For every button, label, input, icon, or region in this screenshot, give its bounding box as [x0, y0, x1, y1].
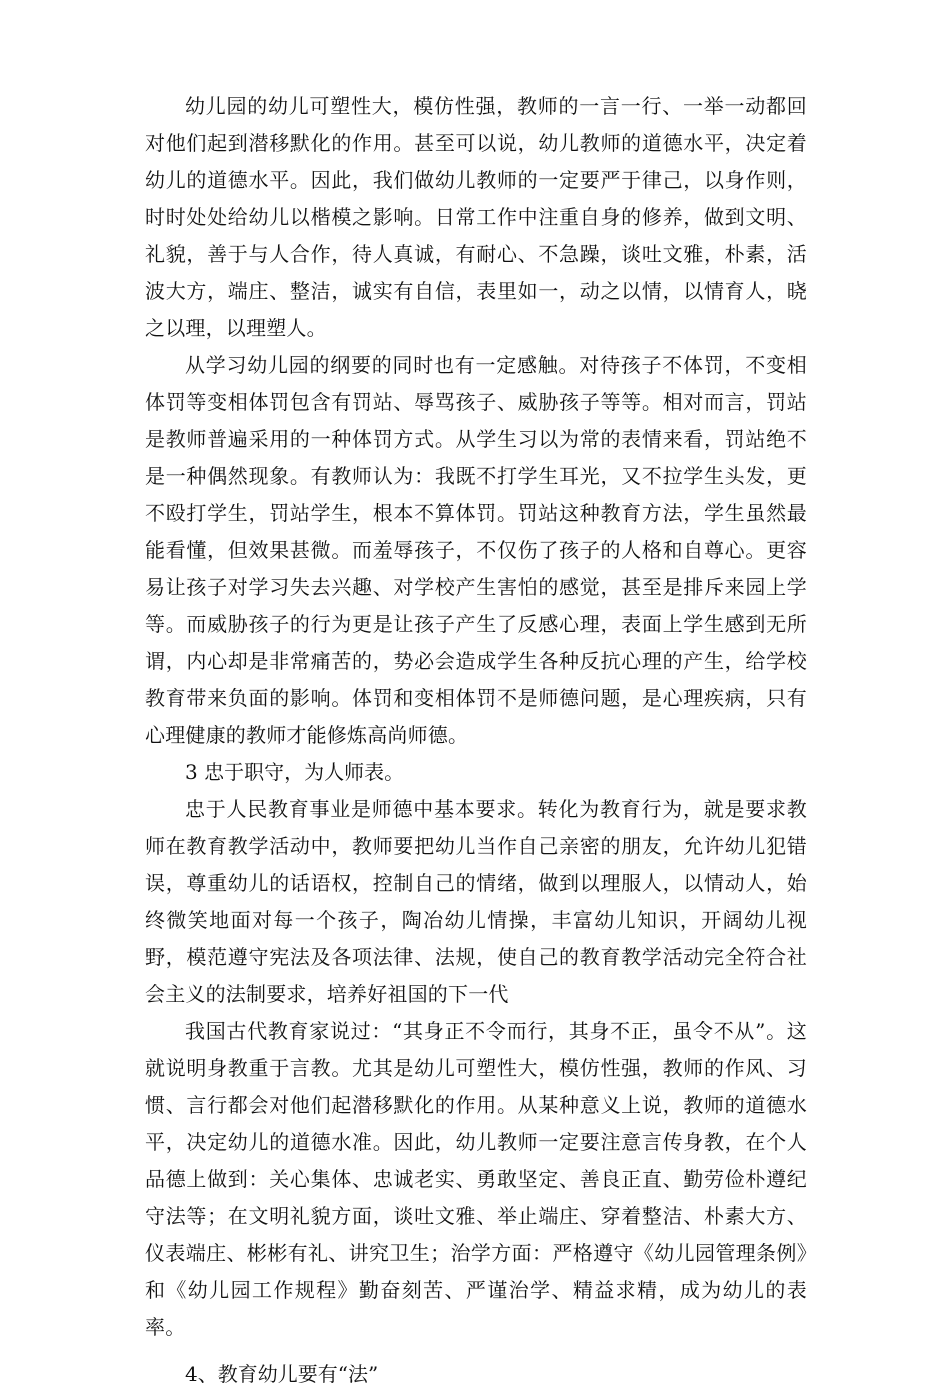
- paragraph-corporal-punishment: 从学习幼儿园的纲要的同时也有一定感触。对待孩子不体罚，不变相体罚等变相体罚包含有罚站、辱骂孩子、威胁孩子等等。相对而言，罚站是教师普遍采用的一种体罚方式。从学生习以为常的表情来看，罚站绝不是一种偶然现象。有教师认为：我既不打学生耳光，又不拉学生头发，更不殴打学生，罚站学生，根本不算体罚。罚站这种教育方法，学生虽然最能看懂，但效果甚微。而羞辱孩子，不仅伤了孩子的人格和自尊心。更容易让孩子对学习失去兴趣、对学校产生害怕的感觉，甚至是排斥来园上学等。而威胁孩子的行为更是让孩子产生了反感心理，表面上学生感到无所谓，内心却是非常痛苦的，势必会造成学生各种反抗心理的产生，给学校教育带来负面的影响。体罚和变相体罚不是师德问题，是心理疾病，只有心理健康的教师才能修炼高尚师德。: [145, 353, 807, 747]
- paragraph-role-model: 幼儿园的幼儿可塑性大，模仿性强，教师的一言一行、一举一动都回对他们起到潜移默化的作用。甚至可以说，幼儿教师的道德水平，决定着幼儿的道德水平。因此，我们做幼儿教师的一定要严于律己，以身作则，时时处处给幼儿以楷模之影响。日常工作中注重自身的修养，做到文明、礼貌，善于与人合作，待人真诚，有耐心、不急躁，谈吐文雅，朴素，活波大方，端庄、整洁，诚实有自信，表里如一，动之以情，以情育人，晓之以理，以理塑人。: [145, 94, 807, 340]
- document-page: [145, 88, 807, 1393]
- section-heading-4: 4、教育幼儿要有“法”: [185, 1362, 379, 1386]
- paragraph-loyalty: 忠于人民教育事业是师德中基本要求。转化为教育行为，就是要求教师在教育教学活动中，教师要把幼儿当作自己亲密的朋友，允许幼儿犯错误，尊重幼儿的话语权，控制自己的情绪，做到以理服人，以情动人，始终微笑地面对每一个孩子，陶冶幼儿情操，丰富幼儿知识，开阔幼儿视野，模范遵守宪法及各项法律、法规，使自己的教育教学活动完全符合社会主义的法制要求，培养好祖国的下一代: [145, 797, 807, 1006]
- paragraph-teaching-by-example: 我国古代教育家说过：“其身正不令而行，其身不正，虽令不从”。这就说明身教重于言教。尤其是幼儿可塑性大，模仿性强，教师的作风、习惯、言行都会对他们起潜移默化的作用。从某种意义上说，教师的道德水平，决定幼儿的道德水准。因此，幼儿教师一定要注意言传身教，在个人品德上做到：关心集体、忠诚老实、勇敢坚定、善良正直、勤劳俭朴遵纪守法等；在文明礼貌方面，谈吐文雅、举止端庄、穿着整洁、朴素大方、仪表端庄、彬彬有礼、讲究卫生；治学方面：严格遵守《幼儿园管理条例》和《幼儿园工作规程》勤奋刻苦、严谨治学、精益求精，成为幼儿的表率。: [145, 1019, 807, 1339]
- section-heading-3: 3 忠于职守，为人师表。: [185, 760, 405, 784]
